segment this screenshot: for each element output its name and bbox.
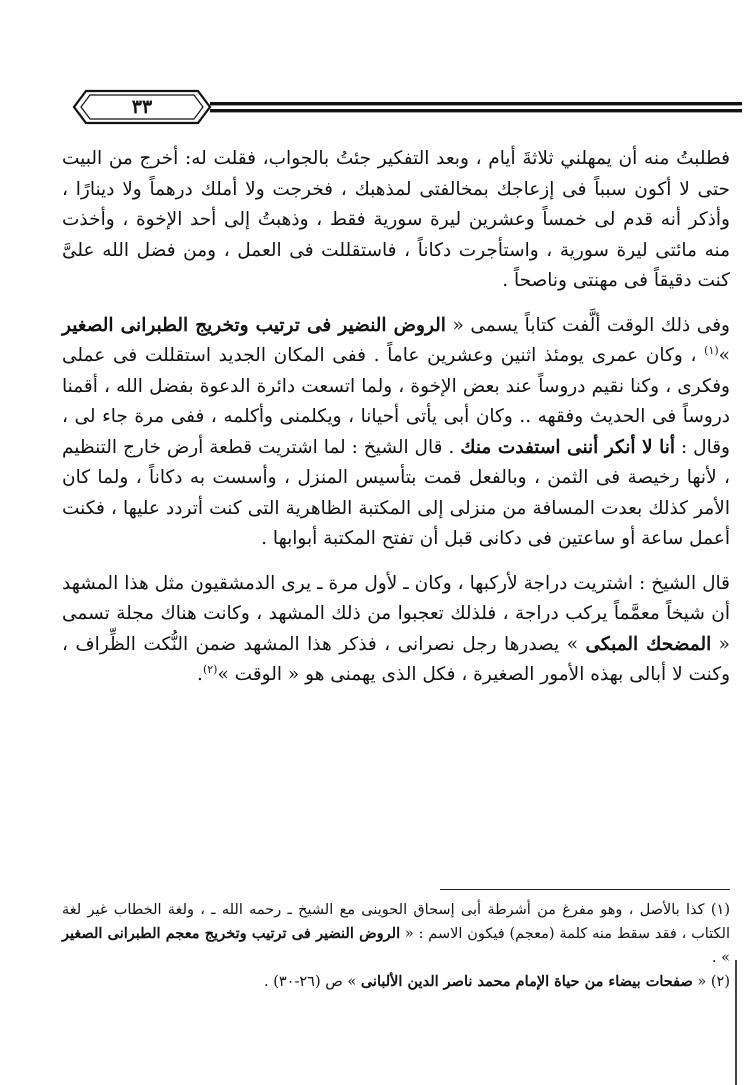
bold-text: الروض النضير فى ترتيب وتخريج الطبرانى الصغير [62,314,446,336]
paragraph [62,569,730,691]
text-run: » ص (٢٦-٣٠) . [263,974,361,990]
text-run: . [197,664,203,685]
footnotes [62,898,730,994]
bold-text: أنا لا أنكر أننى استفدت منك [460,436,676,458]
text-run: (١) كذا بالأصل ، وهو مفرغ من أشرطة أبى إسحاق الحوينى مع الشيخ ـ رحمه الله ـ ، ولغة الخطاب غير لغة الكتاب ، فقد سقط منه كلمة (معجم) فيكون الاسم : « [62,902,730,942]
footnote-marker: (٢) [202,662,218,676]
page-header [72,88,742,126]
text-run: ، وكان عمرى يومئذ اثنين وعشرين عاماً . ففى المكان الجديد استقللت فى عملى وفكرى ، وكنا نقيم دروساً عند بعض الإخوة ، ولما اتسعت دائرة الدعوة بفضل الله ، أقمنا دروساً فى الحديث وفقهه .. وكان أبى يأتى أحيانا ، ويكلمنى وأكلمه ، ففى مرة جاء لى ، وقال : [62,345,730,458]
paragraph [62,311,730,555]
text-run: وفى ذلك الوقت ألَّفت كتاباً يسمى « [445,314,730,336]
bold-text: الروض النضير فى ترتيب وتخريج معجم الطبرانى الصغير [62,925,401,942]
bold-text: المضحك المبكى [585,633,712,655]
footnote-marker: (١) [704,343,719,357]
page-number: ٣٣ [131,96,153,118]
footnote [62,898,730,970]
text-run: » [718,345,730,366]
text-run: . قال الشيخ : لما اشتريت قطعة أرض خارج التنظيم ، لأنها رخيصة فى الثمن ، وبالفعل قمت بتأسيس المنزل ، وأسست به دكاناً ، ولما كان الأمر كذلك بعدت المسافة من منزلى إلى المكتبة الظاهرية التى كنت أتردد عليها ، فكنت أعمل ساعة أو ساعتين فى دكانى قبل أن تفتح المكتبة أبوابها . [62,436,730,549]
footnote [62,970,730,994]
scan-edge-line [735,960,737,1085]
footnote-separator [440,889,730,890]
text-run: فطلبتُ منه أن يمهلني ثلاثةَ أيام ، وبعد التفكير جئتُ بالجواب، فقلت له: أخرج من البيت حتى لا أكون سبباً فى إزعاجك بمخالفتى لمذهبك ، فخرجت ولا أملك درهماً ولا دينارًا ، وأذكر أنه قدم لى خمساً وعشرين ليرة سورية فقط ، وذهبتُ إلى أحد الإخوة ، وأخذت منه مائتى ليرة سورية ، واستأجرت دكاناً ، فاستقللت فى العمل ، ومن فضل الله علىَّ كنت دقيقاً فى مهنتى وناصحاً . [62,148,730,291]
text-run: (٢) « [692,974,730,990]
body-text [62,144,730,691]
bold-text: صفحات بيضاء من حياة الإمام محمد ناصر الدين الألبانى [360,973,693,990]
paragraph [62,144,730,297]
text-run: » . [711,950,730,966]
text-run: » يصدرها رجل نصرانى ، فذكر هذا المشهد ضمن النُّكت الظِّراف ، وكنت لا أبالى بهذه الأمور الصغيرة ، فكل الذى يهمنى هو « الوقت » [62,633,730,685]
text-run: قال الشيخ : اشتريت دراجة لأركبها ، وكان ـ لأول مرة ـ يرى الدمشقيون مثل هذا المشهد أن شيخاً معمَّماً يركب دراجة ، فلذلك تعجبوا من ذلك المشهد ، وكانت هناك مجلة تسمى « [62,572,731,655]
